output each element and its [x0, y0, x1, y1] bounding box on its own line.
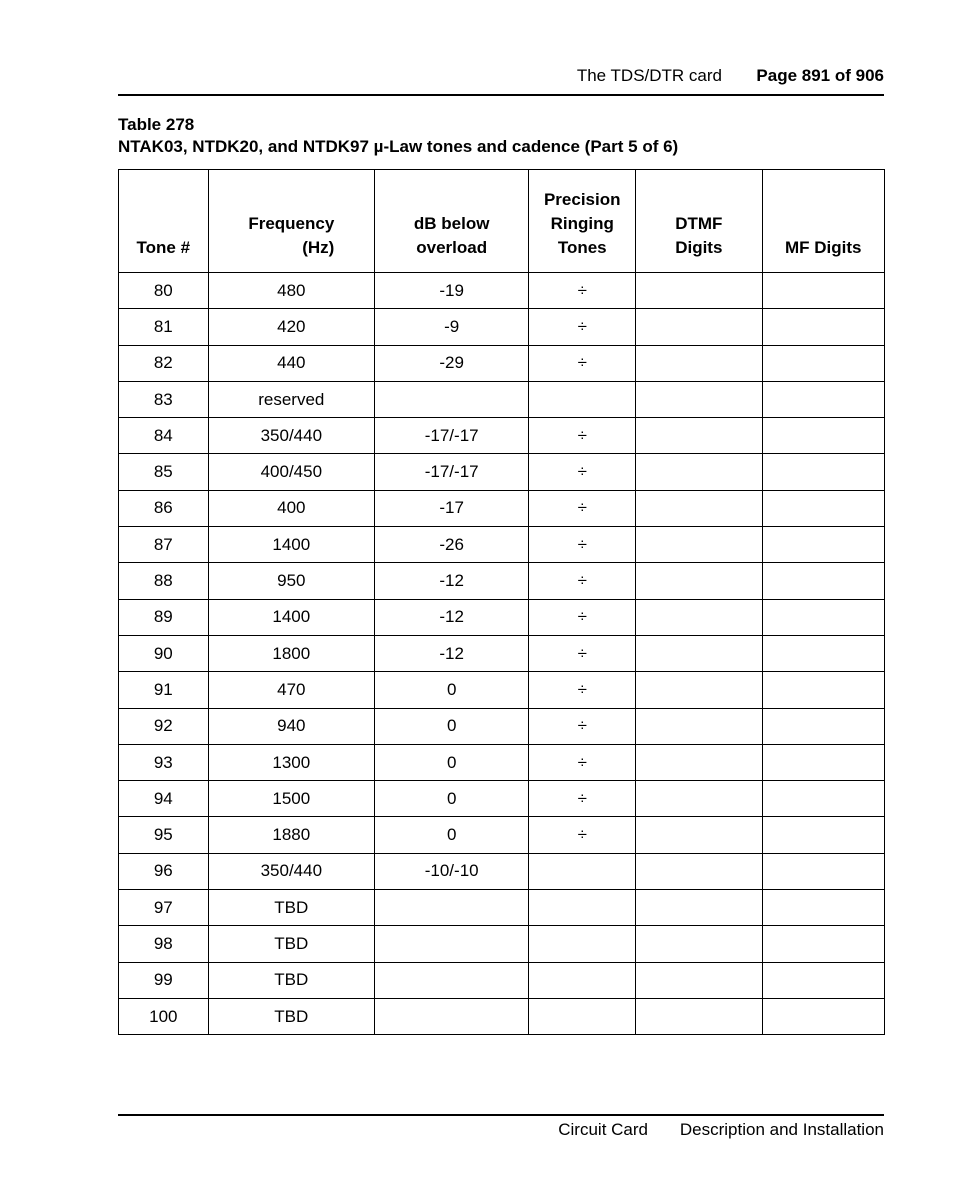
cell-db — [375, 381, 529, 417]
cell-db: 0 — [375, 781, 529, 817]
table-row — [119, 454, 885, 490]
cell-dtmf — [636, 962, 762, 998]
cell-dtmf — [636, 672, 762, 708]
cell-prec: ÷ — [529, 418, 636, 454]
header-frequency: Frequency (Hz) — [208, 170, 374, 273]
header-section-title: The TDS/DTR card — [576, 66, 722, 85]
table-row — [119, 527, 885, 563]
header-db-below-overload: dB below overload — [375, 170, 529, 273]
table-row — [119, 273, 885, 309]
cell-freq: 350/440 — [208, 853, 374, 889]
cell-db: -17/-17 — [375, 418, 529, 454]
cell-tone: 93 — [119, 744, 209, 780]
cell-freq: 950 — [208, 563, 374, 599]
cell-freq: reserved — [208, 381, 374, 417]
cell-mf — [762, 490, 884, 526]
cell-db: -9 — [375, 309, 529, 345]
cell-tone: 82 — [119, 345, 209, 381]
cell-tone: 88 — [119, 563, 209, 599]
cell-mf — [762, 744, 884, 780]
cell-prec: ÷ — [529, 744, 636, 780]
cell-freq: 480 — [208, 273, 374, 309]
cell-freq: 1400 — [208, 527, 374, 563]
cell-tone: 83 — [119, 381, 209, 417]
header-dtmf-digits: DTMF Digits — [636, 170, 762, 273]
cell-prec: ÷ — [529, 781, 636, 817]
table-row — [119, 490, 885, 526]
cell-prec — [529, 962, 636, 998]
table-row — [119, 708, 885, 744]
cell-prec — [529, 381, 636, 417]
cell-freq: 940 — [208, 708, 374, 744]
cell-dtmf — [636, 345, 762, 381]
cell-tone: 92 — [119, 708, 209, 744]
cell-prec: ÷ — [529, 309, 636, 345]
cell-prec: ÷ — [529, 345, 636, 381]
table-row — [119, 962, 885, 998]
cell-db: -29 — [375, 345, 529, 381]
cell-freq: 400 — [208, 490, 374, 526]
cell-dtmf — [636, 926, 762, 962]
cell-mf — [762, 527, 884, 563]
cell-db — [375, 890, 529, 926]
cell-dtmf — [636, 781, 762, 817]
cell-dtmf — [636, 454, 762, 490]
cell-dtmf — [636, 853, 762, 889]
cell-tone: 86 — [119, 490, 209, 526]
table-row — [119, 890, 885, 926]
cell-mf — [762, 853, 884, 889]
cell-freq: 1880 — [208, 817, 374, 853]
table-body — [119, 273, 885, 1035]
cell-mf — [762, 454, 884, 490]
table-row — [119, 418, 885, 454]
cell-tone: 99 — [119, 962, 209, 998]
table-row — [119, 853, 885, 889]
cell-prec: ÷ — [529, 273, 636, 309]
cell-mf — [762, 781, 884, 817]
page-footer — [118, 1114, 884, 1146]
header-tone: Tone # — [119, 170, 209, 273]
cell-dtmf — [636, 635, 762, 671]
cell-db — [375, 962, 529, 998]
cell-tone: 87 — [119, 527, 209, 563]
cell-tone: 98 — [119, 926, 209, 962]
header-page-number: Page 891 of 906 — [756, 66, 884, 85]
header-precision-ringing-tones: Precision Ringing Tones — [529, 170, 636, 273]
cell-freq: TBD — [208, 926, 374, 962]
cell-freq: 400/450 — [208, 454, 374, 490]
cell-mf — [762, 708, 884, 744]
cell-dtmf — [636, 527, 762, 563]
cell-freq: 350/440 — [208, 418, 374, 454]
cell-prec: ÷ — [529, 599, 636, 635]
cell-tone: 91 — [119, 672, 209, 708]
table-row — [119, 599, 885, 635]
cell-tone: 81 — [119, 309, 209, 345]
cell-dtmf — [636, 490, 762, 526]
cell-prec: ÷ — [529, 672, 636, 708]
cell-tone: 85 — [119, 454, 209, 490]
cell-dtmf — [636, 817, 762, 853]
cell-tone: 84 — [119, 418, 209, 454]
cell-freq: 1300 — [208, 744, 374, 780]
table-caption — [118, 114, 678, 158]
table-row — [119, 563, 885, 599]
cell-db: -26 — [375, 527, 529, 563]
cell-freq: 1400 — [208, 599, 374, 635]
cell-freq: 1800 — [208, 635, 374, 671]
cell-freq: 1500 — [208, 781, 374, 817]
cell-freq: 420 — [208, 309, 374, 345]
cell-db: -17 — [375, 490, 529, 526]
cell-db: 0 — [375, 672, 529, 708]
cell-tone: 80 — [119, 273, 209, 309]
page-header — [118, 64, 884, 96]
footer-left: Circuit Card — [558, 1120, 648, 1139]
cell-mf — [762, 962, 884, 998]
cell-dtmf — [636, 998, 762, 1034]
cell-freq: TBD — [208, 962, 374, 998]
cell-db: 0 — [375, 744, 529, 780]
cell-prec — [529, 853, 636, 889]
tone-table — [118, 169, 885, 1035]
cell-dtmf — [636, 418, 762, 454]
table-row — [119, 672, 885, 708]
cell-tone: 97 — [119, 890, 209, 926]
cell-freq: 470 — [208, 672, 374, 708]
cell-mf — [762, 817, 884, 853]
table-header-row — [119, 170, 885, 273]
table-row — [119, 998, 885, 1034]
cell-mf — [762, 672, 884, 708]
cell-tone: 100 — [119, 998, 209, 1034]
cell-db — [375, 998, 529, 1034]
cell-dtmf — [636, 273, 762, 309]
table-row — [119, 635, 885, 671]
header-mf-digits: MF Digits — [762, 170, 884, 273]
table-row — [119, 309, 885, 345]
cell-db: 0 — [375, 817, 529, 853]
cell-prec: ÷ — [529, 817, 636, 853]
cell-mf — [762, 926, 884, 962]
cell-mf — [762, 381, 884, 417]
cell-dtmf — [636, 563, 762, 599]
table-row — [119, 781, 885, 817]
table-title: NTAK03, NTDK20, and NTDK97 µ-Law tones and cadence (Part 5 of 6) — [118, 137, 679, 156]
cell-freq: TBD — [208, 998, 374, 1034]
cell-prec: ÷ — [529, 490, 636, 526]
cell-db: -12 — [375, 635, 529, 671]
cell-prec: ÷ — [529, 563, 636, 599]
cell-db: -10/-10 — [375, 853, 529, 889]
cell-mf — [762, 309, 884, 345]
cell-mf — [762, 273, 884, 309]
cell-tone: 95 — [119, 817, 209, 853]
cell-dtmf — [636, 890, 762, 926]
cell-prec: ÷ — [529, 527, 636, 563]
cell-mf — [762, 890, 884, 926]
cell-dtmf — [636, 744, 762, 780]
cell-mf — [762, 998, 884, 1034]
cell-dtmf — [636, 599, 762, 635]
cell-freq: TBD — [208, 890, 374, 926]
cell-prec — [529, 890, 636, 926]
cell-db: -12 — [375, 563, 529, 599]
cell-prec: ÷ — [529, 635, 636, 671]
cell-mf — [762, 418, 884, 454]
cell-prec: ÷ — [529, 708, 636, 744]
cell-db: -19 — [375, 273, 529, 309]
table-row — [119, 926, 885, 962]
cell-db: 0 — [375, 708, 529, 744]
cell-dtmf — [636, 309, 762, 345]
table-row — [119, 381, 885, 417]
cell-dtmf — [636, 381, 762, 417]
cell-mf — [762, 635, 884, 671]
table-number: Table 278 — [118, 115, 195, 134]
cell-prec — [529, 926, 636, 962]
cell-tone: 89 — [119, 599, 209, 635]
cell-mf — [762, 563, 884, 599]
cell-freq: 440 — [208, 345, 374, 381]
cell-tone: 90 — [119, 635, 209, 671]
cell-db: -17/-17 — [375, 454, 529, 490]
cell-tone: 94 — [119, 781, 209, 817]
cell-tone: 96 — [119, 853, 209, 889]
table-row — [119, 345, 885, 381]
cell-mf — [762, 345, 884, 381]
cell-dtmf — [636, 708, 762, 744]
table-row — [119, 744, 885, 780]
cell-prec — [529, 998, 636, 1034]
cell-db — [375, 926, 529, 962]
cell-prec: ÷ — [529, 454, 636, 490]
footer-right: Description and Installation — [679, 1120, 884, 1139]
cell-db: -12 — [375, 599, 529, 635]
table-row — [119, 817, 885, 853]
cell-mf — [762, 599, 884, 635]
